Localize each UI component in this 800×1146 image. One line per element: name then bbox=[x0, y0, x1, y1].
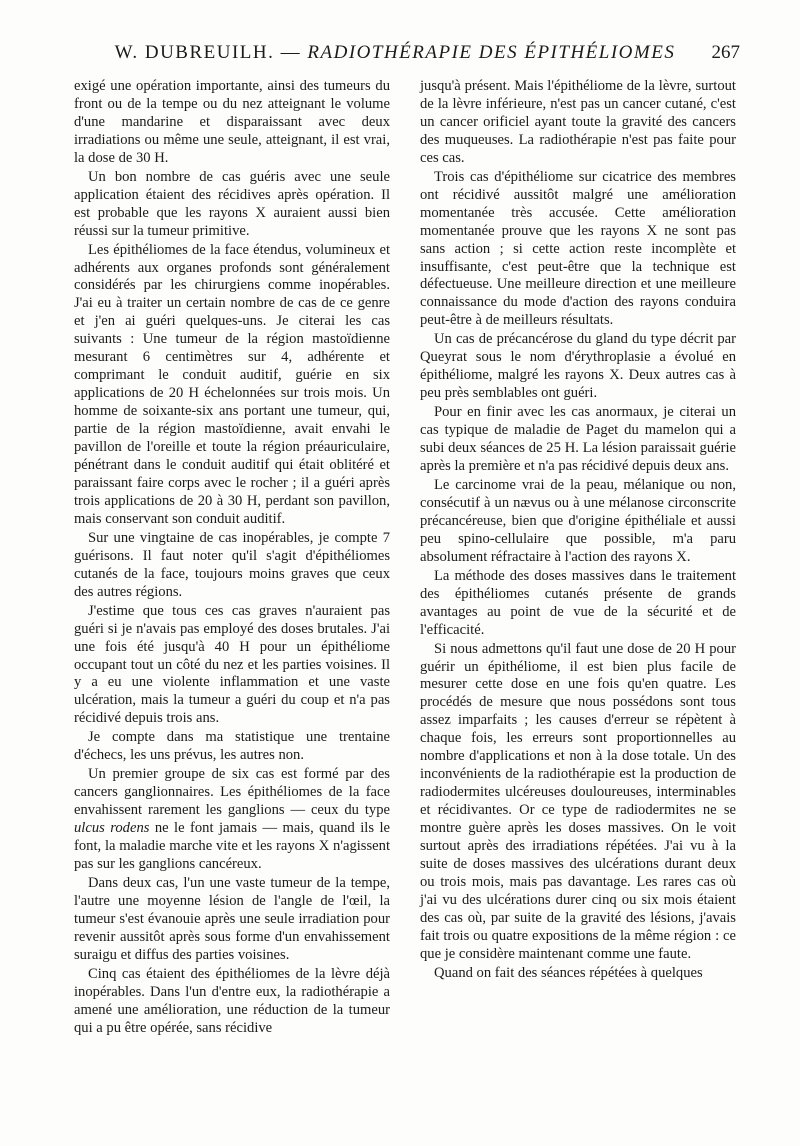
text-run: Un premier groupe de six cas est formé par des cancers ganglionnaires. Les épithéliomes de la face envahissent rarement les ganglions — ceux du type bbox=[74, 766, 390, 819]
paragraph: Sur une vingtaine de cas inopérables, je compte 7 guérisons. Il faut noter qu'il s'agit d'épithéliomes cutanés de la face, toujours moins graves que ceux des autres régions. bbox=[74, 529, 390, 600]
paragraph: Je compte dans ma statistique une trentaine d'échecs, les uns prévus, les autres non. bbox=[74, 729, 390, 764]
italic-term: ulcus rodens bbox=[74, 820, 150, 837]
page-number: 267 bbox=[711, 42, 740, 63]
paragraph: Le carcinome vrai de la peau, mélanique ou non, consécutif à un nævus ou à une mélanose circonscrite précancéreuse, bien que d'origine épithéliale et aussi peu spino-cellulaire que possible, m'a paru absolument réfractaire à l'action des rayons X. bbox=[420, 476, 736, 565]
paragraph: Un cas de précancérose du gland du type décrit par Queyrat sous le nom d'érythroplasie a évolué en épithéliome, malgré les rayons X. Deux autres cas à peu près semblables ont guéri. bbox=[420, 331, 736, 402]
paragraph: Si nous admettons qu'il faut une dose de 20 H pour guérir un épithéliome, il est bien plus facile de mesurer cette dose en une fois qu'en quatre. Les procédés de mesure que nous possédons sont tous assez imparfaits ; les causes d'erreur se répètent à chaque fois, les erreurs sont proportionnelles au nombre d'applications et non à la dose totale. Un des inconvénients de la radiothérapie est la production de radiodermites ulcéreuses douloureuses, interminables et récidivantes. Or ce type de radiodermites ne se montre guère après les doses massives. On le voit surtout après des irradiations répétées. J'ai vu à la suite de doses massives des ulcérations durant deux ou trois mois, mais pas davantage. Les rares cas où j'ai vu des ulcérations durer cinq ou six mois étaient des cas où, par suite de la gravité des lésions, j'avais fait trois ou quatre expositions de la même région : ce que je considère maintenant comme une faute. bbox=[420, 640, 736, 962]
paragraph: jusqu'à présent. Mais l'épithéliome de la lèvre, surtout de la lèvre inférieure, n'est pas un cancer cutané, c'est un cancer orificiel ayant toute la gravité des cancers des muqueuses. La radiothérapie n'est pas faite pour ces cas. bbox=[420, 78, 736, 166]
paragraph bbox=[74, 766, 390, 874]
paragraph: Les épithéliomes de la face étendus, volumineux et adhérents aux organes profonds sont généralement considérés par les chirurgiens comme inopérables. J'ai eu à traiter un certain nombre de cas de ce genre et j'en ai guéri quelques-uns. Je citerai les cas suivants : Une tumeur de la région mastoïdienne mesurant 6 centimètres sur 4, adhérente et comprimant le conduit auditif, guérie en six applications de 20 H échelonnées sur trois mois. Un homme de soixante-six ans portant une tumeur, qui, partie de la région mastoïdienne, avait envahi le pavillon de l'oreille et toute la région préauriculaire, pénétrant dans le conduit auditif qui était oblitéré et paraissant faire corps avec le rocher ; il a guéri après trois applications de 20 à 30 H, perdant son pavillon, mais conservant son conduit auditif. bbox=[74, 241, 390, 527]
paragraph: Dans deux cas, l'un une vaste tumeur de la tempe, l'autre une moyenne lésion de l'angle de l'œil, la tumeur s'est évanouie après une seule irradiation pour revenir aussitôt après sous forme d'un envahissement suraigu et diffus des parties voisines. bbox=[74, 874, 390, 963]
header-author: W. DUBREUILH. — bbox=[114, 42, 302, 63]
text-run: ne le font jamais — mais, quand ils le font, la maladie marche vite et les rayons X n'agissent pas sur les ganglions cancéreux. bbox=[74, 820, 390, 872]
paragraph: Trois cas d'épithéliome sur cicatrice des membres ont récidivé aussitôt malgré une amélioration momentanée très accusée. Cette amélioration momentanée prouve que les rayons X ne sont pas sans action ; si cette action reste incomplète et insuffisante, c'est peut-être que la technique est défectueuse. Une meilleure direction et une meilleure connaissance du mode d'action des rayons conduira peut-être à de meilleurs résultats. bbox=[420, 168, 736, 329]
paragraph: La méthode des doses massives dans le traitement des épithéliomes cutanés présente de grands avantages au point de vue de la sécurité et de l'efficacité. bbox=[420, 567, 736, 638]
left-column bbox=[74, 78, 390, 1038]
right-column bbox=[420, 78, 736, 983]
running-header bbox=[70, 42, 740, 76]
paragraph: Quand on fait des séances répétées à quelques bbox=[434, 964, 703, 981]
running-title bbox=[110, 42, 680, 64]
paragraph: exigé une opération importante, ainsi des tumeurs du front ou de la tempe ou du nez atteignant le volume d'une mandarine et disparaissant avec deux irradiations ou même une seule, atteignant, il est vrai, la dose de 30 H. bbox=[74, 78, 390, 166]
paragraph: Cinq cas étaient des épithéliomes de la lèvre déjà inopérables. Dans l'un d'entre eux, la radiothérapie a amené une amélioration, une réduction de la tumeur qui a pu être opérée, sans récidive bbox=[74, 965, 390, 1036]
header-title: RADIOTHÉRAPIE DES ÉPITHÉLIOMES bbox=[307, 42, 676, 63]
paragraph: Pour en finir avec les cas anormaux, je citerai un cas typique de maladie de Paget du mamelon qui a subi deux séances de 25 H. La lésion paraissait guérie après la première et n'a pas récidivé depuis deux ans. bbox=[420, 404, 736, 475]
paragraph: Un bon nombre de cas guéris avec une seule application étaient des récidives après opération. Il est probable que les rayons X auraient aussi bien réussi sur la tumeur primitive. bbox=[74, 168, 390, 239]
paragraph: J'estime que tous ces cas graves n'auraient pas guéri si je n'avais pas employé des doses brutales. J'ai une fois été jusqu'à 40 H pour un épithéliome occupant tout un côté du nez et les parties voisines. Il y a eu une violente inflammation et une vaste ulcération, mais la tumeur a guéri du coup et n'a pas récidivé depuis trois ans. bbox=[74, 602, 390, 727]
